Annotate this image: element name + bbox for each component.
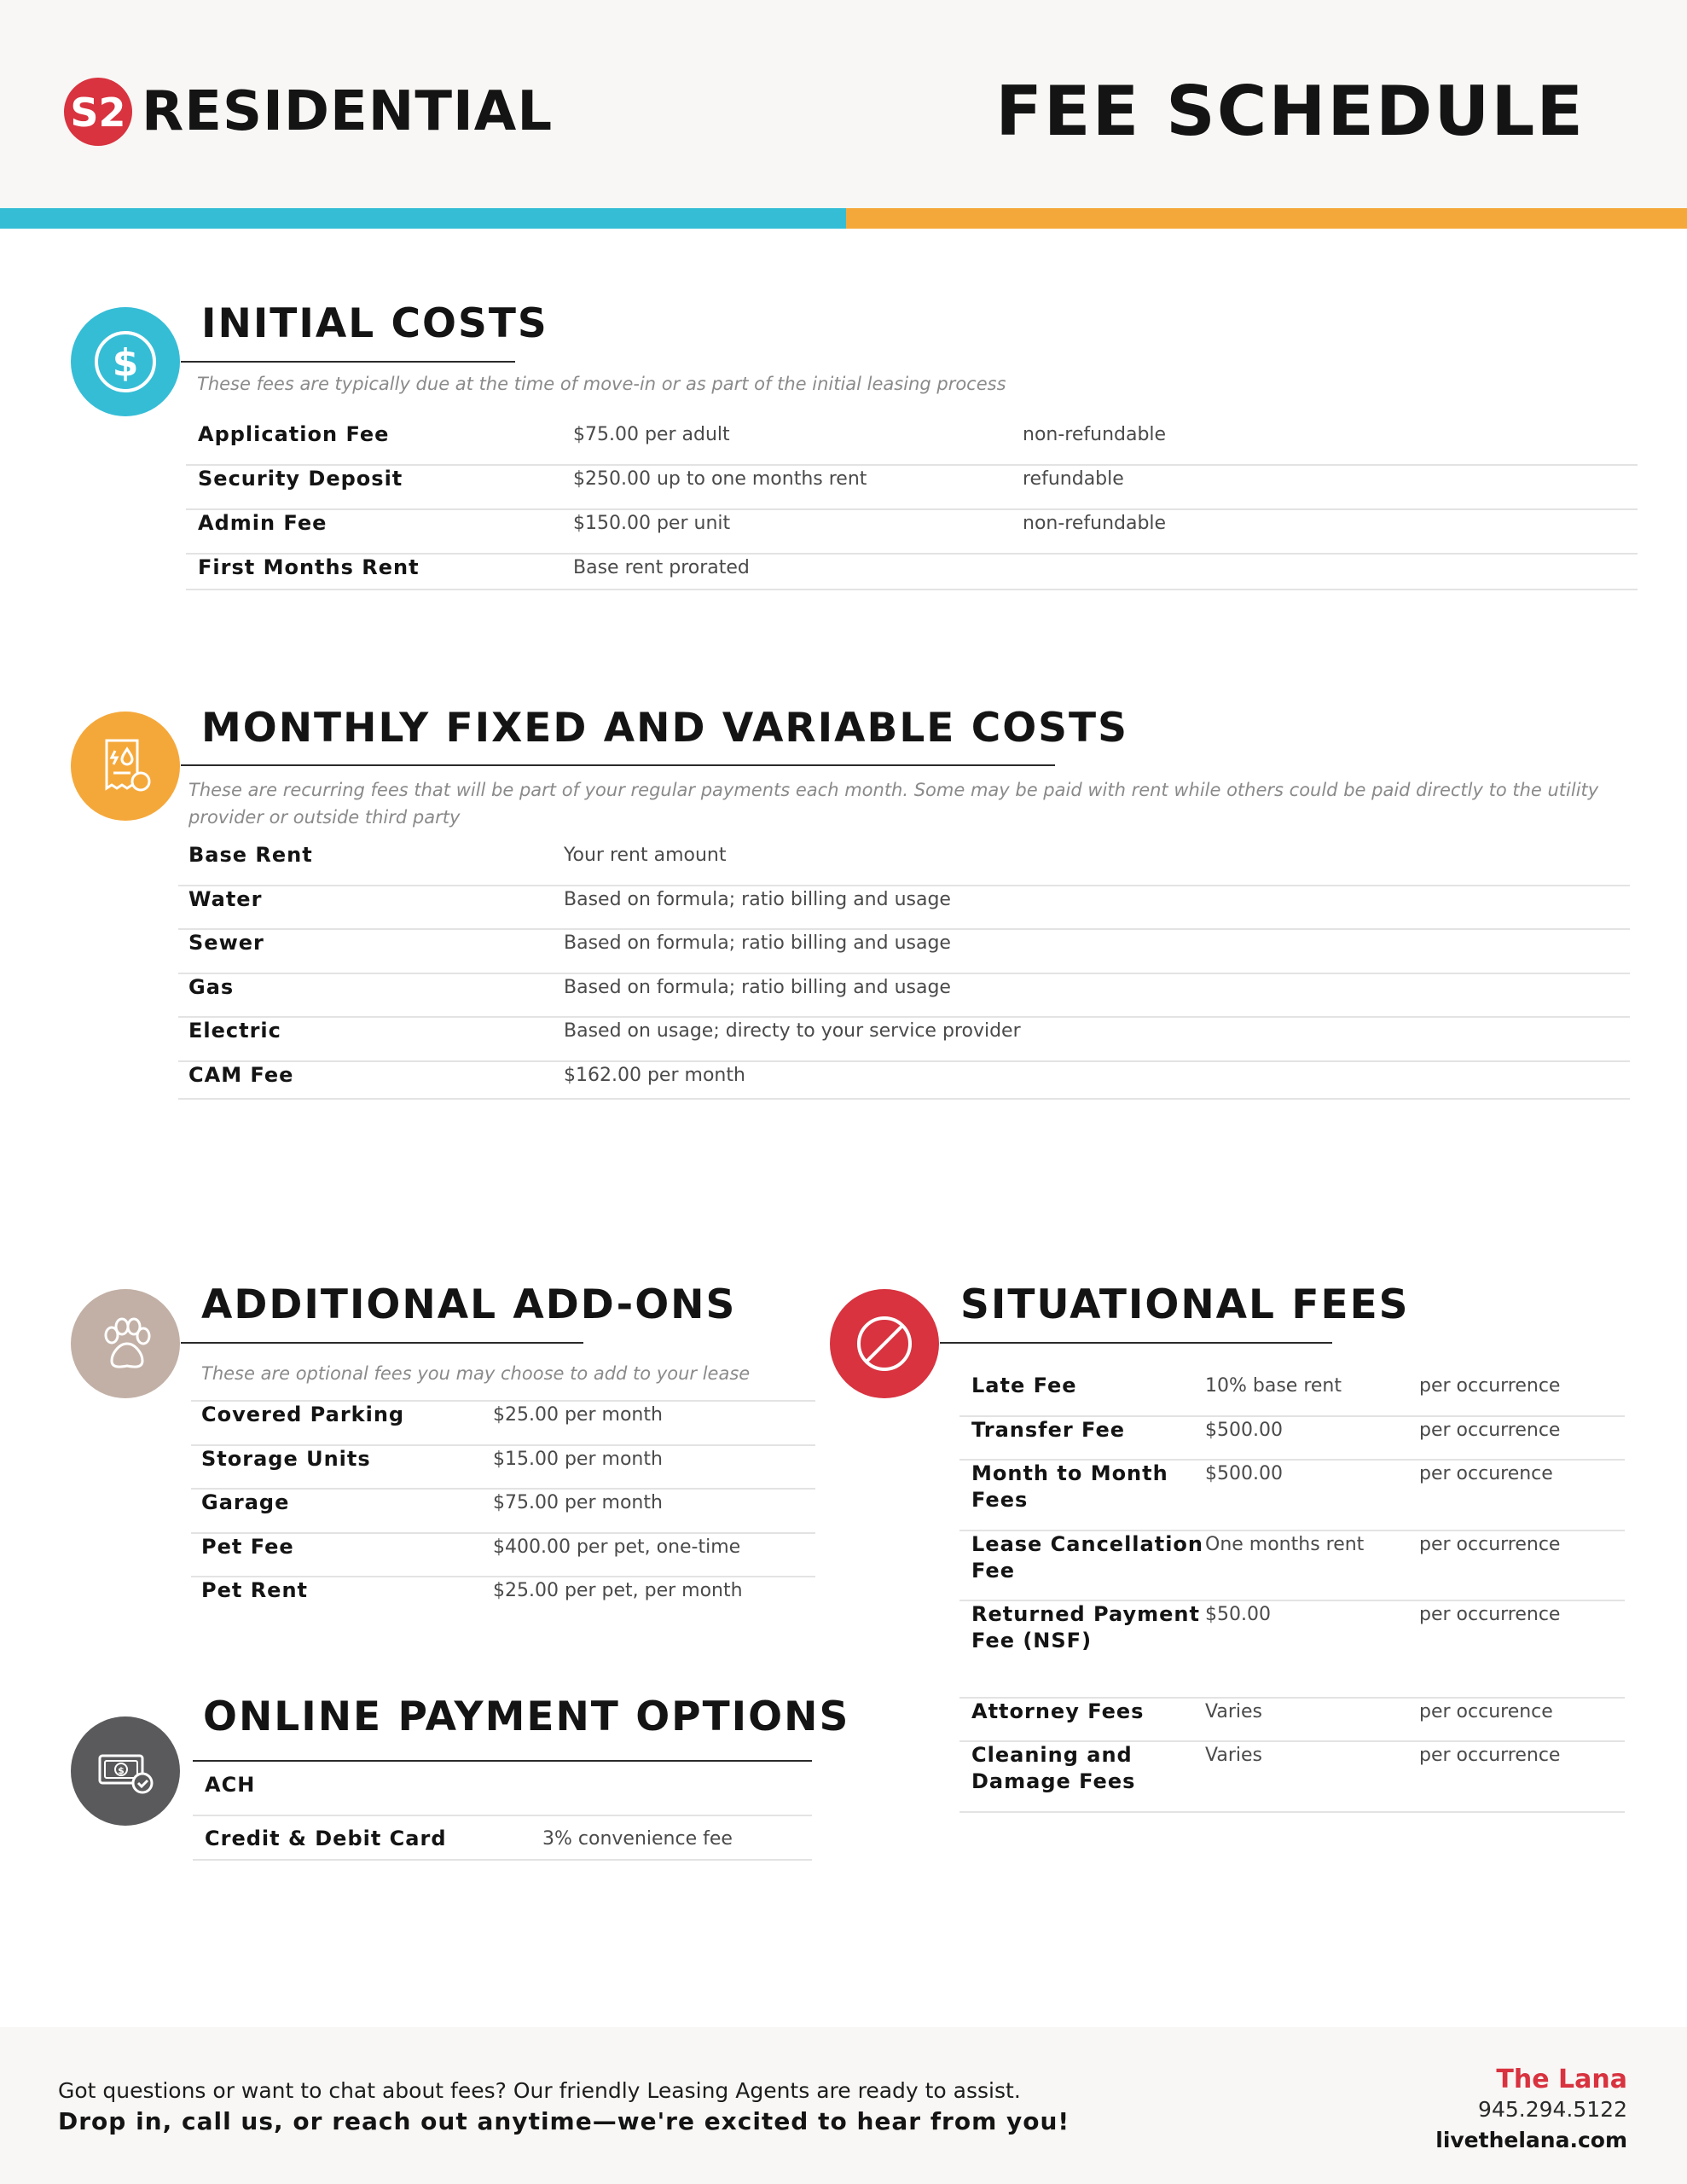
fee-label: First Months Rent <box>198 555 420 579</box>
table-row <box>191 1402 815 1446</box>
table-row <box>191 1577 815 1620</box>
table-row <box>178 842 1630 886</box>
fee-label: Month to Month Fees <box>971 1461 1168 1512</box>
table-row <box>186 555 1638 590</box>
table-row <box>193 1816 812 1861</box>
fee-value: $50.00 <box>1205 1604 1271 1625</box>
fee-value: Based on usage; directy to your service provider <box>564 1020 1021 1042</box>
fee-label: Garage <box>201 1490 290 1514</box>
fee-label: Gas <box>188 975 235 999</box>
table-row <box>959 1699 1625 1742</box>
fee-value: 10% base rent <box>1205 1375 1342 1397</box>
fee-label: Transfer Fee <box>971 1418 1126 1442</box>
dollar-icon <box>71 307 180 416</box>
footer-callout: Drop in, call us, or reach out anytime—we're excited to hear from you! <box>58 2107 1070 2135</box>
section-rule <box>181 361 515 363</box>
fee-label: CAM Fee <box>188 1063 294 1087</box>
s2-logo-icon <box>61 75 135 148</box>
table-row <box>178 886 1630 930</box>
brand-logo-text: RESIDENTIAL <box>142 80 554 143</box>
table-row <box>959 1373 1625 1417</box>
fee-value: Based on formula; ratio billing and usage <box>564 977 951 998</box>
table-row <box>959 1601 1625 1699</box>
table-row <box>193 1772 812 1816</box>
fee-label: ACH <box>205 1773 256 1797</box>
fee-note: per occurence <box>1419 1463 1553 1484</box>
brand-logo[interactable] <box>61 73 553 150</box>
fee-label: Pet Fee <box>201 1535 294 1559</box>
fee-label: Storage Units <box>201 1447 371 1471</box>
fee-label: Pet Rent <box>201 1578 309 1602</box>
fee-value: $500.00 <box>1205 1463 1283 1484</box>
fee-value: $150.00 per unit <box>573 513 731 534</box>
table-row <box>959 1742 1625 1813</box>
fee-label: Water <box>188 887 263 911</box>
table-row <box>186 510 1638 555</box>
fee-note: non-refundable <box>1023 424 1167 445</box>
table-row <box>959 1531 1625 1601</box>
fee-value: Based on formula; ratio billing and usage <box>564 889 951 910</box>
fee-value: 3% convenience fee <box>542 1828 733 1850</box>
fee-value: Your rent amount <box>564 845 727 866</box>
section-rule <box>181 764 1055 766</box>
section-rule <box>193 1760 812 1762</box>
fee-value: $75.00 per month <box>493 1492 663 1513</box>
fee-label: Base Rent <box>188 843 313 867</box>
footer-message: Got questions or want to chat about fees? Our friendly Leasing Agents are ready to assist. <box>58 2078 1021 2103</box>
property-name: The Lana <box>1496 2065 1627 2094</box>
section-rule <box>940 1342 1332 1344</box>
fee-label: Covered Parking <box>201 1403 405 1426</box>
section-title-situational-fees: SITUATIONAL FEES <box>960 1281 1410 1328</box>
table-row <box>178 1018 1630 1062</box>
fee-value: Varies <box>1205 1701 1262 1722</box>
fee-label: Application Fee <box>198 422 390 446</box>
fee-value: $162.00 per month <box>564 1065 745 1086</box>
header-accent-bar-blue <box>0 208 846 229</box>
table-row <box>959 1417 1625 1461</box>
fee-value: $25.00 per pet, per month <box>493 1580 743 1601</box>
fee-label: Electric <box>188 1019 281 1043</box>
fee-value: Varies <box>1205 1745 1262 1766</box>
section-rule <box>181 1342 583 1344</box>
table-row <box>186 421 1638 466</box>
fee-note: per occurrence <box>1419 1745 1561 1766</box>
table-row <box>191 1534 815 1577</box>
website-link[interactable]: livethelana.com <box>1435 2128 1627 2152</box>
table-row <box>186 466 1638 510</box>
fee-label: Credit & Debit Card <box>205 1827 447 1850</box>
svg-text:$: $ <box>118 1765 125 1776</box>
fee-value: $75.00 per adult <box>573 424 730 445</box>
section-description: These fees are typically due at the time of move-in or as part of the initial leasing process <box>197 374 1006 394</box>
fee-note: per occurence <box>1419 1701 1553 1722</box>
fee-label: Late Fee <box>971 1374 1077 1397</box>
fee-value: $400.00 per pet, one-time <box>493 1536 741 1558</box>
fee-label: Cleaning and Damage Fees <box>971 1743 1136 1793</box>
table-row <box>191 1490 815 1534</box>
fee-label: Admin Fee <box>198 511 328 535</box>
fee-note: per occurrence <box>1419 1534 1561 1555</box>
table-row <box>178 974 1630 1018</box>
fee-note: non-refundable <box>1023 513 1167 534</box>
header-accent-bar-orange <box>846 208 1687 229</box>
section-description: These are optional fees you may choose to add to your lease <box>201 1363 751 1384</box>
table-row <box>191 1446 815 1490</box>
fee-value: $500.00 <box>1205 1420 1283 1441</box>
section-title-monthly-costs: MONTHLY FIXED AND VARIABLE COSTS <box>201 705 1128 752</box>
table-row <box>178 1062 1630 1100</box>
fee-note: per occurrence <box>1419 1375 1561 1397</box>
section-title-online-payment: ONLINE PAYMENT OPTIONS <box>203 1693 850 1740</box>
fee-value: Based on formula; ratio billing and usage <box>564 932 951 954</box>
fee-label: Security Deposit <box>198 467 403 491</box>
fee-label: Sewer <box>188 931 264 955</box>
section-description: These are recurring fees that will be part of your regular payments each month. Some may be paid with rent while others could be paid directly to the utility provider or outside third party <box>188 780 1599 828</box>
fee-label: Lease Cancellation Fee <box>971 1532 1204 1583</box>
fee-note: per occurrence <box>1419 1604 1561 1625</box>
fee-note: refundable <box>1023 468 1124 490</box>
section-title-add-ons: ADDITIONAL ADD-ONS <box>201 1281 737 1328</box>
section-title-initial-costs: INITIAL COSTS <box>201 300 548 347</box>
svg-text:$: $ <box>112 341 139 385</box>
paw-icon <box>71 1289 180 1398</box>
phone-link[interactable]: 945.294.5122 <box>1478 2097 1627 2122</box>
fee-note: per occurrence <box>1419 1420 1561 1441</box>
fee-value: Base rent prorated <box>573 557 750 578</box>
fee-value: One months rent <box>1205 1534 1365 1555</box>
table-row <box>178 930 1630 974</box>
page-title: FEE SCHEDULE <box>995 72 1585 151</box>
fee-value: $15.00 per month <box>493 1449 663 1470</box>
fee-value: $25.00 per month <box>493 1404 663 1426</box>
fee-value: $250.00 up to one months rent <box>573 468 867 490</box>
table-row <box>959 1461 1625 1531</box>
payment-card-icon <box>71 1716 180 1826</box>
fee-label: Returned Payment Fee (NSF) <box>971 1602 1200 1653</box>
prohibited-icon <box>830 1289 939 1398</box>
fee-label: Attorney Fees <box>971 1699 1145 1723</box>
svg-text:S2: S2 <box>70 90 126 136</box>
utility-bill-icon <box>71 712 180 821</box>
footer <box>0 2027 1687 2184</box>
